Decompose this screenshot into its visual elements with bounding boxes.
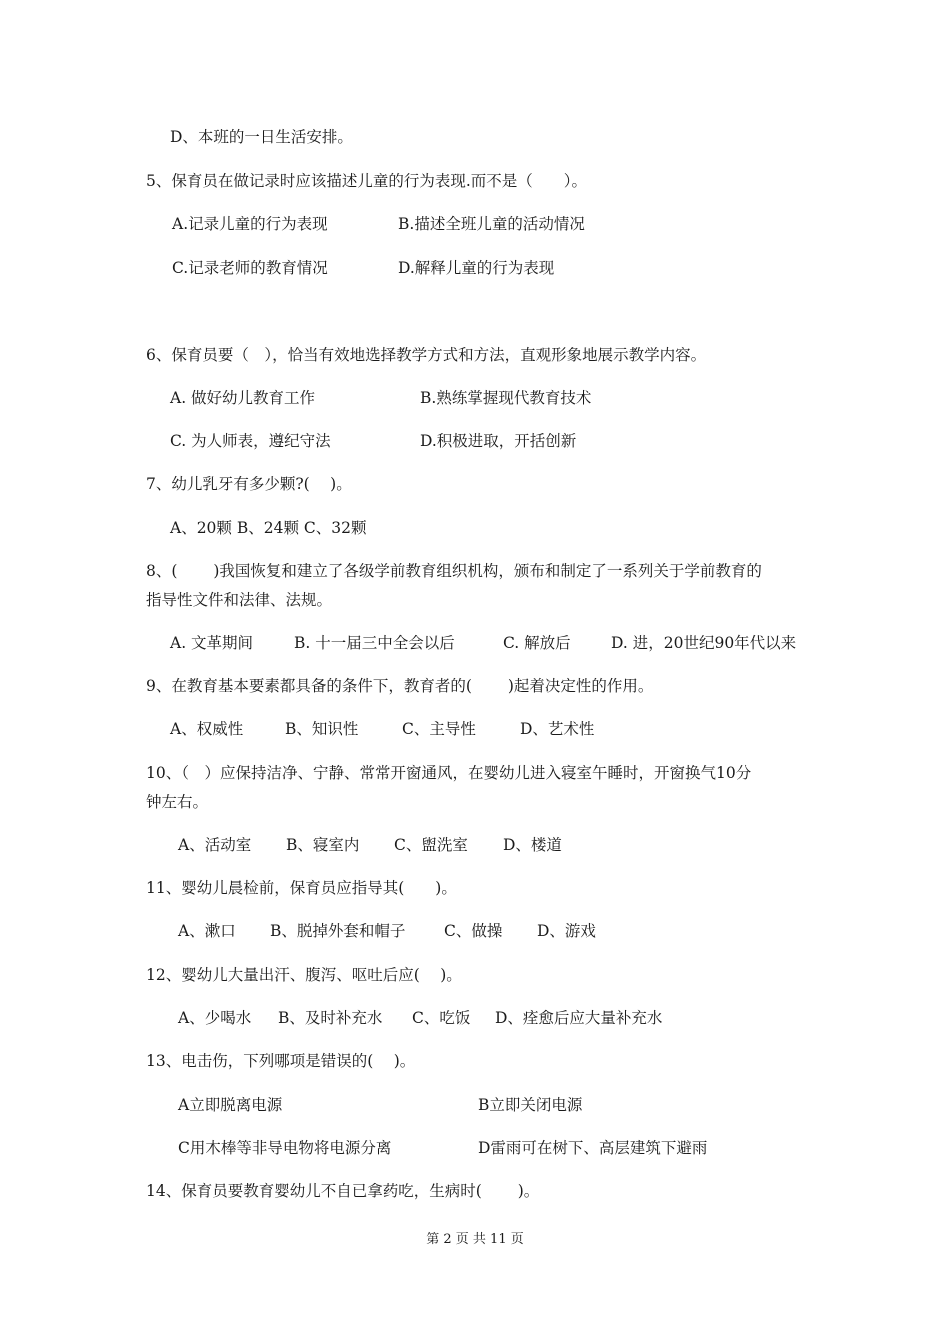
q8-option-b: B. 十一届三中全会以后 <box>294 634 455 652</box>
q14-stem: 14、保育员要教育婴幼儿不自已拿药吃，生病时( )。 <box>146 1182 540 1200</box>
q6-option-d: D.积极进取，开括创新 <box>420 432 577 450</box>
q9-option-a: A、权威性 <box>170 720 244 738</box>
q7-options: A、20颗 B、24颗 C、32颗 <box>170 519 367 537</box>
q9-option-b: B、知识性 <box>285 720 359 738</box>
q12-option-d: D、痊愈后应大量补充水 <box>495 1009 663 1027</box>
q8-option-a: A. 文革期间 <box>170 634 254 652</box>
q8-stem-line1: 8、( )我国恢复和建立了各级学前教育组织机构，颁布和制定了一系列关于学前教育的 <box>146 562 762 580</box>
q10-option-d: D、楼道 <box>503 836 562 854</box>
q6-option-a: A. 做好幼儿教育工作 <box>170 389 316 407</box>
q8-option-c: C. 解放后 <box>503 634 571 652</box>
q4-option-d: D、本班的一日生活安排。 <box>170 128 353 146</box>
q13-stem: 13、电击伤，下列哪项是错误的( )。 <box>146 1052 416 1070</box>
q12-option-b: B、及时补充水 <box>278 1009 383 1027</box>
q12-option-c: C、吃饭 <box>412 1009 471 1027</box>
q13-option-b: B立即关闭电源 <box>478 1096 583 1114</box>
q11-option-b: B、脱掉外套和帽子 <box>270 922 406 940</box>
q11-option-d: D、游戏 <box>537 922 596 940</box>
q6-option-c: C. 为人师表，遵纪守法 <box>170 432 331 450</box>
q5-option-b: B.描述全班儿童的活动情况 <box>398 215 585 233</box>
q8-stem-line2: 指导性文件和法律、法规。 <box>146 591 333 609</box>
q12-stem: 12、婴幼儿大量出汗、腹泻、呕吐后应( )。 <box>146 966 462 984</box>
q9-stem: 9、在教育基本要素都具备的条件下，教育者的( )起着决定性的作用。 <box>146 677 654 695</box>
q10-stem-line1: 10、（ ）应保持洁净、宁静、常常开窗通风，在婴幼儿进入寝室午睡时，开窗换气10分 <box>146 764 752 782</box>
q10-option-a: A、活动室 <box>178 836 252 854</box>
q13-option-d: D雷雨可在树下、高层建筑下避雨 <box>478 1139 708 1157</box>
q11-option-a: A、漱口 <box>178 922 236 940</box>
q8-option-d: D. 进，20世纪90年代以来 <box>611 634 797 652</box>
q6-stem: 6、保育员要（ ），恰当有效地选择教学方式和方法，直观形象地展示教学内容。 <box>146 346 707 364</box>
page-number: 第 2 页 共 11 页 <box>426 1232 524 1247</box>
q13-option-c: C用木棒等非导电物将电源分离 <box>178 1139 392 1157</box>
q10-stem-line2: 钟左右。 <box>146 793 209 811</box>
q9-option-d: D、艺术性 <box>520 720 595 738</box>
q9-option-c: C、主导性 <box>402 720 476 738</box>
q6-option-b: B.熟练掌握现代教育技术 <box>420 389 592 407</box>
q5-option-d: D.解释儿童的行为表现 <box>398 259 555 277</box>
q13-option-a: A立即脱离电源 <box>178 1096 283 1114</box>
q11-stem: 11、婴幼儿晨检前，保育员应指导其( )。 <box>146 879 457 897</box>
q5-stem: 5、保育员在做记录时应该描述儿童的行为表现.而不是（ ）。 <box>146 172 588 190</box>
q12-option-a: A、少喝水 <box>178 1009 252 1027</box>
q10-option-c: C、盥洗室 <box>394 836 468 854</box>
q5-option-a: A.记录儿童的行为表现 <box>172 215 328 233</box>
q11-option-c: C、做操 <box>444 922 503 940</box>
q10-option-b: B、寝室内 <box>286 836 360 854</box>
q5-option-c: C.记录老师的教育情况 <box>172 259 328 277</box>
q7-stem: 7、幼儿乳牙有多少颗?( )。 <box>146 475 352 493</box>
